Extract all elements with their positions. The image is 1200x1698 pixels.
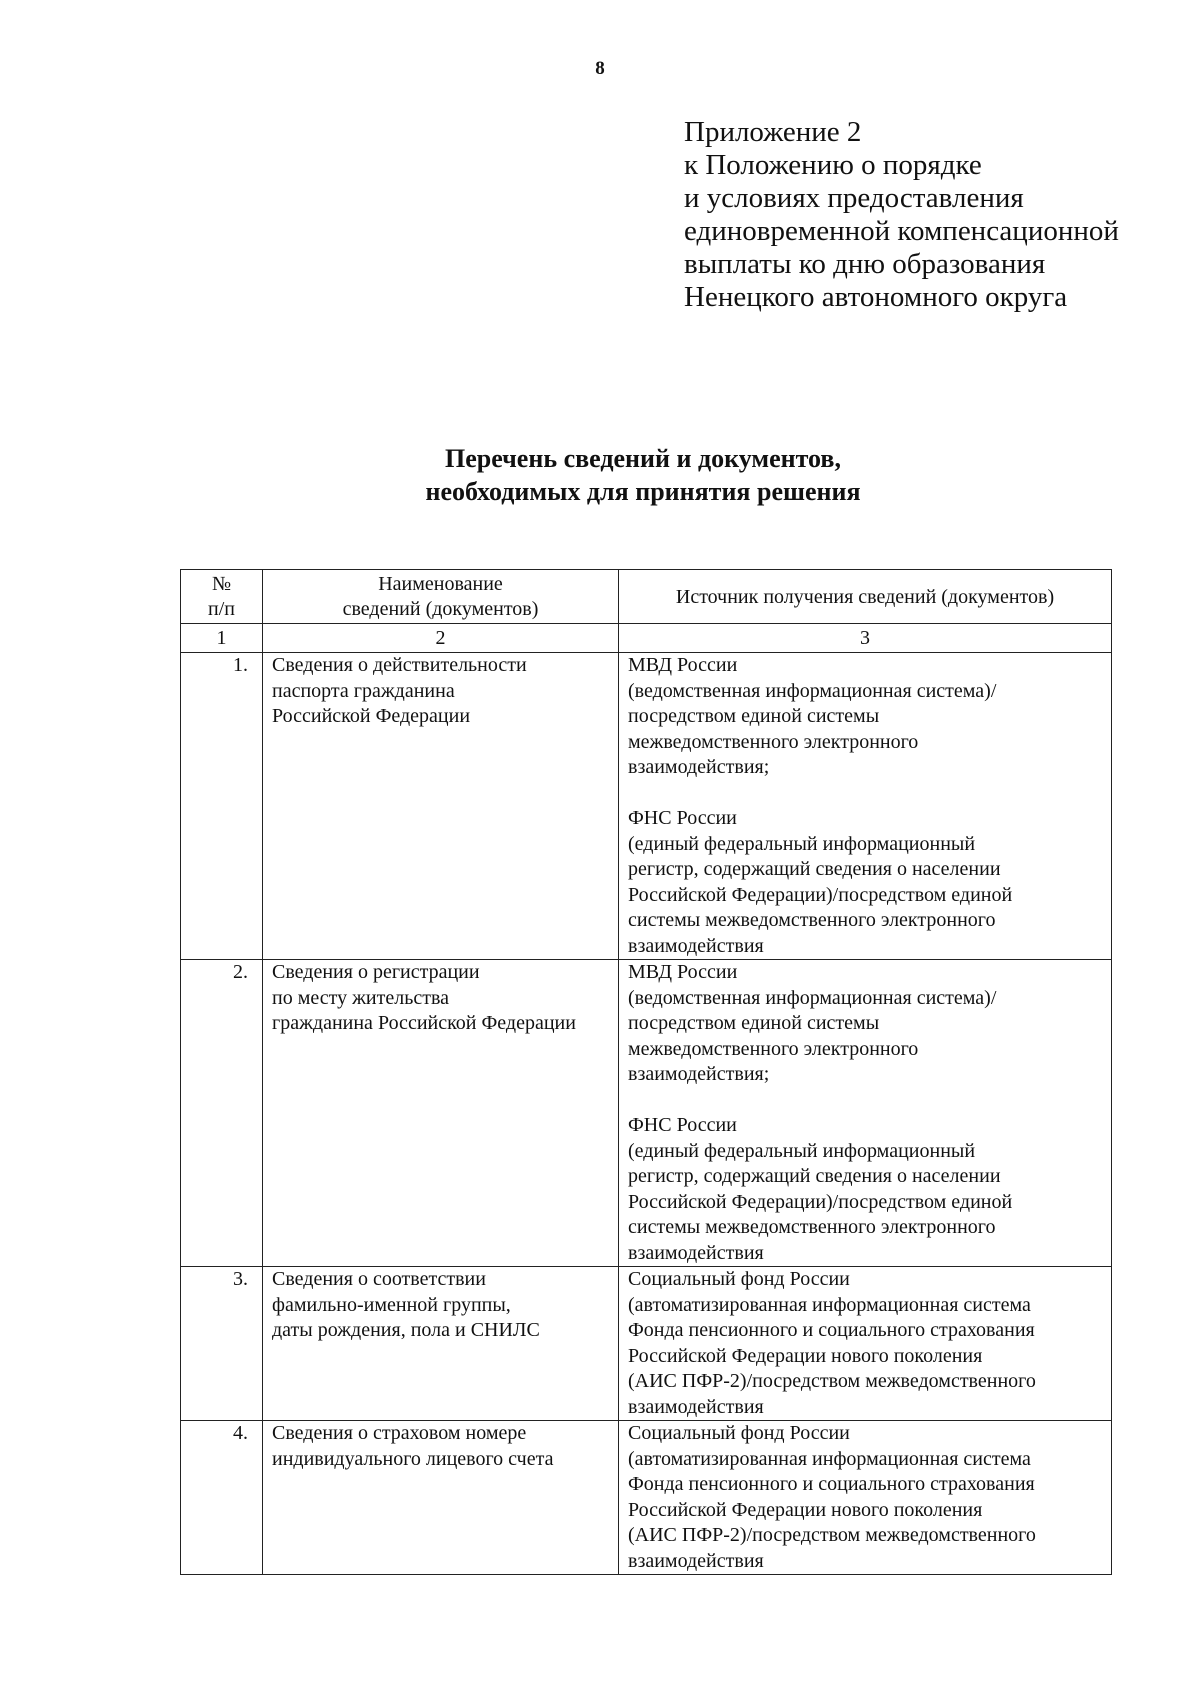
column-index: 1 <box>181 624 263 653</box>
header-name-line2: сведений (документов) <box>342 598 539 620</box>
source-line: (ведомственная информационная система)/ <box>628 986 997 1009</box>
source-line: межведомственного электронного <box>628 730 919 753</box>
table-row <box>181 1421 1112 1575</box>
name-line: гражданина Российской Федерации <box>272 1012 576 1034</box>
row-number: 2. <box>181 960 263 1267</box>
source-line: системы межведомственного электронного <box>628 909 996 931</box>
row-name <box>263 1267 619 1421</box>
source-line: Фонда пенсионного и социального страхования <box>628 1473 1035 1495</box>
source-line: взаимодействия <box>628 1549 764 1572</box>
name-line: по месту жительства <box>272 986 450 1009</box>
column-index-row <box>181 624 1112 653</box>
source-line: системы межведомственного электронного <box>628 1216 996 1238</box>
source-line: (автоматизированная информационная система <box>628 1447 1031 1470</box>
source-line: посредством единой системы <box>628 705 880 727</box>
source-line: регистр, содержащий сведения о населении <box>628 1165 1001 1187</box>
appendix-reference <box>684 116 1119 314</box>
row-source <box>619 1267 1112 1421</box>
source-line: (ведомственная информационная система)/ <box>628 679 997 702</box>
source-line: МВД России <box>628 961 738 983</box>
header-number-line2: п/п <box>208 598 235 620</box>
source-line: межведомственного электронного <box>628 1037 919 1060</box>
header-name-line1: Наименование <box>378 573 503 595</box>
appendix-line: единовременной компенсационной <box>684 215 1119 247</box>
row-number: 4. <box>181 1421 263 1575</box>
table-row <box>181 960 1112 1267</box>
source-line: взаимодействия <box>628 1241 764 1264</box>
name-line: паспорта гражданина <box>272 679 455 702</box>
source-line: взаимодействия; <box>628 756 770 778</box>
source-line: Российской Федерации нового поколения <box>628 1344 983 1367</box>
header-source: Источник получения сведений (документов) <box>619 570 1112 624</box>
source-line: посредством единой системы <box>628 1012 880 1034</box>
source-line: регистр, содержащий сведения о населении <box>628 858 1001 880</box>
source-line: (единый федеральный информационный <box>628 832 976 855</box>
appendix-line: Ненецкого автономного округа <box>684 281 1068 313</box>
name-line: Российской Федерации <box>272 705 471 727</box>
source-line: взаимодействия <box>628 934 764 957</box>
column-index: 3 <box>619 624 1112 653</box>
source-spacer <box>628 1088 1105 1114</box>
row-number: 3. <box>181 1267 263 1421</box>
row-number: 1. <box>181 653 263 960</box>
source-line: взаимодействия <box>628 1395 764 1418</box>
table-header-row <box>181 570 1112 624</box>
appendix-line: Приложение 2 <box>684 116 862 148</box>
row-name <box>263 653 619 960</box>
source-line: ФНС России <box>628 807 737 829</box>
source-line: Российской Федерации нового поколения <box>628 1498 983 1521</box>
source-line: Российской Федерации)/посредством единой <box>628 1190 1013 1213</box>
appendix-line: выплаты ко дню образования <box>684 248 1046 280</box>
row-name <box>263 960 619 1267</box>
column-index: 2 <box>263 624 619 653</box>
table-row <box>181 653 1112 960</box>
row-source <box>619 960 1112 1267</box>
source-line: (АИС ПФР-2)/посредством межведомственного <box>628 1524 1036 1546</box>
source-line: МВД России <box>628 654 738 676</box>
name-line: Сведения о соответствии <box>272 1268 486 1290</box>
source-spacer <box>628 781 1105 807</box>
name-line: Сведения о страховом номере <box>272 1422 527 1444</box>
name-line: Сведения о действительности <box>272 654 527 676</box>
header-number-line1: № <box>211 573 232 595</box>
appendix-line: к Положению о порядке <box>684 149 982 181</box>
source-line: ФНС России <box>628 1114 737 1136</box>
documents-table <box>180 569 1112 1575</box>
page-number: 8 <box>595 58 605 79</box>
source-line: взаимодействия; <box>628 1063 770 1085</box>
document-title-line: Перечень сведений и документов, <box>445 444 841 473</box>
source-line: (автоматизированная информационная система <box>628 1293 1031 1316</box>
source-line: Социальный фонд России <box>628 1268 850 1290</box>
header-name <box>263 570 619 624</box>
name-line: даты рождения, пола и СНИЛС <box>272 1319 540 1341</box>
document-title-line: необходимых для принятия решения <box>425 477 861 506</box>
source-line: Российской Федерации)/посредством единой <box>628 883 1013 906</box>
name-line: Сведения о регистрации <box>272 961 480 983</box>
source-line: (единый федеральный информационный <box>628 1139 976 1162</box>
row-source <box>619 653 1112 960</box>
header-number <box>181 570 263 624</box>
name-line: индивидуального лицевого счета <box>272 1447 554 1470</box>
document-title <box>0 442 1200 508</box>
source-line: Социальный фонд России <box>628 1422 850 1444</box>
source-line: (АИС ПФР-2)/посредством межведомственного <box>628 1370 1036 1392</box>
appendix-line: и условиях предоставления <box>684 182 1024 214</box>
table-row <box>181 1267 1112 1421</box>
source-line: Фонда пенсионного и социального страхования <box>628 1319 1035 1341</box>
name-line: фамильно-именной группы, <box>272 1293 511 1316</box>
row-source <box>619 1421 1112 1575</box>
row-name <box>263 1421 619 1575</box>
